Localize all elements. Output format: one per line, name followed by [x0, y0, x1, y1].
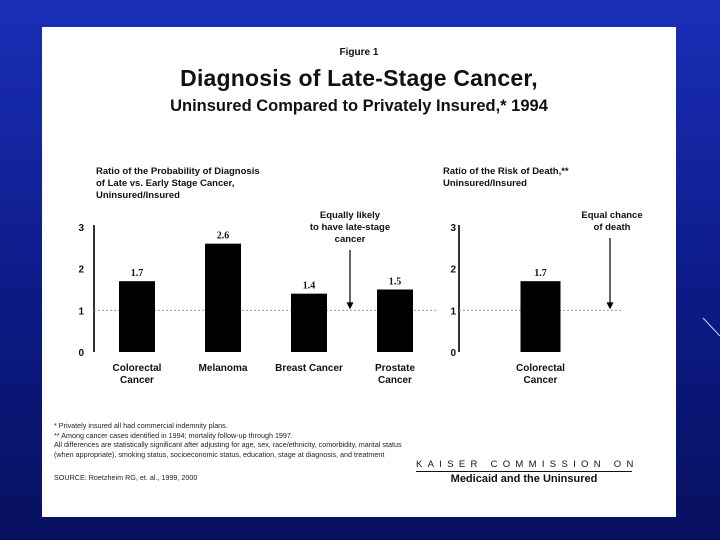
- charts-svg: [42, 27, 676, 427]
- left-y-tick-label: 1: [78, 306, 84, 318]
- right-bar: [521, 281, 561, 352]
- left-y-tick-label: 2: [78, 264, 84, 276]
- left-annotation-line: cancer: [334, 234, 366, 245]
- footnote: ** Among cancer cases identified in 1994; mortality follow-up through 1997.: [54, 430, 293, 440]
- logo-bottom-text: Medicaid and the Uninsured: [450, 473, 598, 485]
- footnote: * Privately insured all had commercial indemnity plans.: [54, 421, 228, 430]
- left-annotation-line: Equally likely: [319, 210, 381, 221]
- left-category-label: Prostate: [374, 363, 416, 374]
- left-ylabel-line: Ratio of the Probability of Diagnosis: [96, 166, 260, 177]
- left-y-tick-label: 3: [78, 223, 84, 234]
- left-bar-value-label: 1.4: [302, 280, 316, 292]
- left-ylabel-line: of Late vs. Early Stage Cancer,: [96, 178, 235, 189]
- footnote: (when appropriate), smoking status, socioeconomic status, education, stage at diagnosis, and treatment: [54, 449, 385, 459]
- left-bar-value-label: 1.7: [130, 268, 144, 280]
- logo-top-text: KAISER COMMISSION ON: [416, 459, 639, 470]
- kaiser-logo: [416, 459, 639, 485]
- left-bar: [377, 290, 413, 353]
- right-ylabel-line: Uninsured/Insured: [443, 178, 527, 189]
- right-y-tick-label: 1: [450, 306, 456, 318]
- left-ylabel-line: Uninsured/Insured: [96, 190, 180, 201]
- left-bar-value-label: 1.5: [388, 276, 402, 288]
- chart-title: Diagnosis of Late-Stage Cancer,: [180, 65, 538, 91]
- footnotes: [54, 421, 494, 459]
- left-bar: [119, 281, 155, 352]
- right-category-label: Cancer: [523, 375, 558, 386]
- chart-subtitle: Uninsured Compared to Privately Insured,* 1994: [170, 97, 548, 115]
- left-category-label: Colorectal: [112, 363, 162, 374]
- left-annotation-line: to have late-stage: [309, 222, 391, 233]
- left-y-tick-label: 0: [78, 348, 84, 359]
- left-annotation-arrow-head: [347, 302, 354, 309]
- left-category-label: Breast Cancer: [275, 363, 343, 374]
- right-annotation-line: Equal chance: [581, 210, 643, 221]
- right-ylabel-line: Ratio of the Risk of Death,**: [443, 166, 569, 177]
- right-y-tick-label: 2: [450, 264, 456, 276]
- right-y-tick-label: 0: [450, 348, 456, 359]
- right-y-tick-label: 3: [450, 223, 456, 234]
- source-note: SOURCE: Roetzheim RG, et. al., 1999, 2000: [54, 473, 198, 482]
- left-category-label: Cancer: [120, 375, 154, 386]
- right-annotation-arrow-head: [607, 302, 614, 309]
- left-bar: [291, 294, 327, 352]
- left-bar: [205, 244, 241, 352]
- figure-panel: [42, 27, 676, 517]
- right-annotation-line: of death: [593, 222, 631, 233]
- left-category-label: Cancer: [378, 375, 412, 386]
- figure-label: Figure 1: [339, 47, 379, 58]
- left-bar-value-label: 2.6: [216, 230, 230, 242]
- footnote: All differences are statistically significant after adjusting for age, sex, race/ethnicity, comorbidity, marital status: [54, 440, 402, 449]
- corner-accent-line: [703, 318, 720, 336]
- logo-rule: [416, 471, 632, 472]
- right-bar-value-label: 1.7: [534, 268, 547, 280]
- right-category-label: Colorectal: [516, 363, 565, 374]
- left-category-label: Melanoma: [198, 363, 248, 374]
